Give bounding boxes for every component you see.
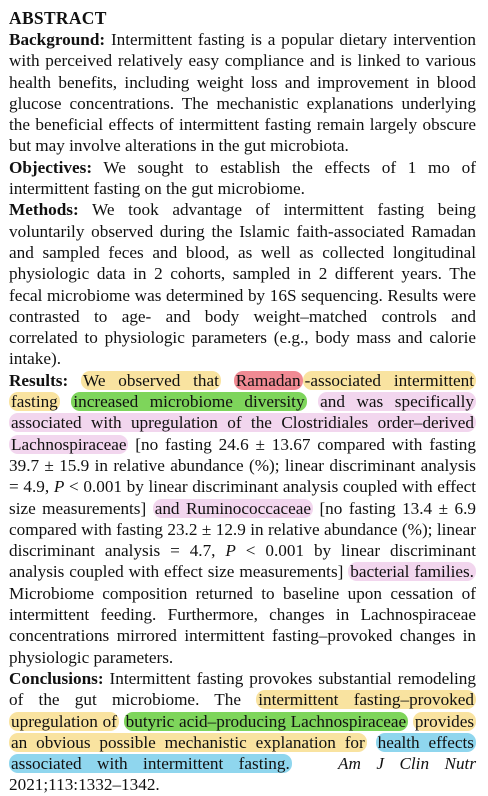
results-highlight-ruminococcaceae: and Ruminococcaceae xyxy=(154,498,311,518)
results-section xyxy=(9,370,476,668)
journal-name: Am J Clin Nutr xyxy=(338,754,477,774)
results-stats-1: [no fasting 24.6 ± 13.67 compared with fasting 39.7 ± 15.9 in relative abundance (%); linear discriminant analysis = 4.9, xyxy=(9,434,476,497)
conclusions-highlight-upregulation: intermittent fasting–provoked upregulation of xyxy=(11,690,474,731)
objectives-text: We sought to establish the effects of 1 mo of intermittent fasting on the gut microbiome. xyxy=(9,157,476,199)
conclusions-text: Intermittent fasting provokes substantial remodeling of the gut microbiome. The xyxy=(9,668,476,710)
conclusions-highlight-butyric: butyric acid–producing Lachnospiraceae xyxy=(125,711,407,731)
background-text: Intermittent fasting is a popular dietary intervention with perceived relatively easy compliance and is linked to various health benefits, including weight loss and improvement in blood glucose concentrations. The mechanistic explanations underlying the beneficial effects of intermittent fasting remain largely obscure but may involve alterations in the gut microbiota. xyxy=(9,30,476,156)
objectives-section xyxy=(9,157,476,200)
conclusions-highlight-mechanistic: provides an obvious possible mechanistic explanation for xyxy=(11,711,475,752)
methods-text: We took advantage of intermittent fasting being voluntarily observed during the Islamic faith-associated Ramadan and sampled feces and blood, as well as collected longitudinal physiologic data in 2 cohorts, sampled in 2 different years. The fecal microbiome was determined by 16S sequencing. Results were contrasted to age- and body weight–matched controls and correlated to physiologic parameters (e.g., body mass and calorie intake). xyxy=(9,200,476,369)
conclusions-section xyxy=(9,668,476,796)
results-highlight-observed: We observed that xyxy=(83,370,219,390)
conclusions-highlight-health-effects: health effects associated with intermittent fasting. xyxy=(11,732,474,774)
results-p-symbol-1: P xyxy=(53,477,65,497)
background-label: Background: xyxy=(9,30,106,49)
results-highlight-diversity: increased microbiome diversity xyxy=(73,392,305,412)
results-highlight-ramadan: Ramadan xyxy=(235,370,301,390)
results-label: Results: xyxy=(9,370,69,390)
results-text-tail: Microbiome composition returned to baseline upon cessation of intermittent feeding. Furthermore, changes in Lachnospiraceae concentrations mirrored intermittent fasting–provoked changes in physiologic parameters. xyxy=(9,583,476,667)
conclusions-label: Conclusions: xyxy=(9,668,104,688)
results-highlight-families: bacterial families. xyxy=(350,562,474,582)
methods-label: Methods: xyxy=(9,200,79,220)
results-p-symbol-2: P xyxy=(225,541,236,561)
results-stats-2: [no fasting 13.4 ± 6.9 compared with fasting 23.2 ± 12.9 in relative abundance (%); linear discriminant analysis = 4.7, xyxy=(9,498,476,561)
methods-section xyxy=(9,199,476,369)
background-section xyxy=(9,29,476,157)
results-stats-1b: < 0.001 by linear discriminant analysis coupled with effect size measurements] xyxy=(9,477,477,518)
results-highlight-lachnospiraceae: and was specifically associated with upregulation of the Clostridiales order–derived Lachnospiraceae xyxy=(11,392,475,454)
results-highlight-associated: -associated intermittent fasting xyxy=(11,370,475,412)
results-stats-2b: < 0.001 by linear discriminant analysis coupled with effect size measurements] xyxy=(9,541,476,582)
objectives-label: Objectives: xyxy=(9,157,93,177)
abstract-heading: ABSTRACT xyxy=(9,8,107,28)
journal-citation: 2021;113:1332–1342. xyxy=(9,775,160,795)
